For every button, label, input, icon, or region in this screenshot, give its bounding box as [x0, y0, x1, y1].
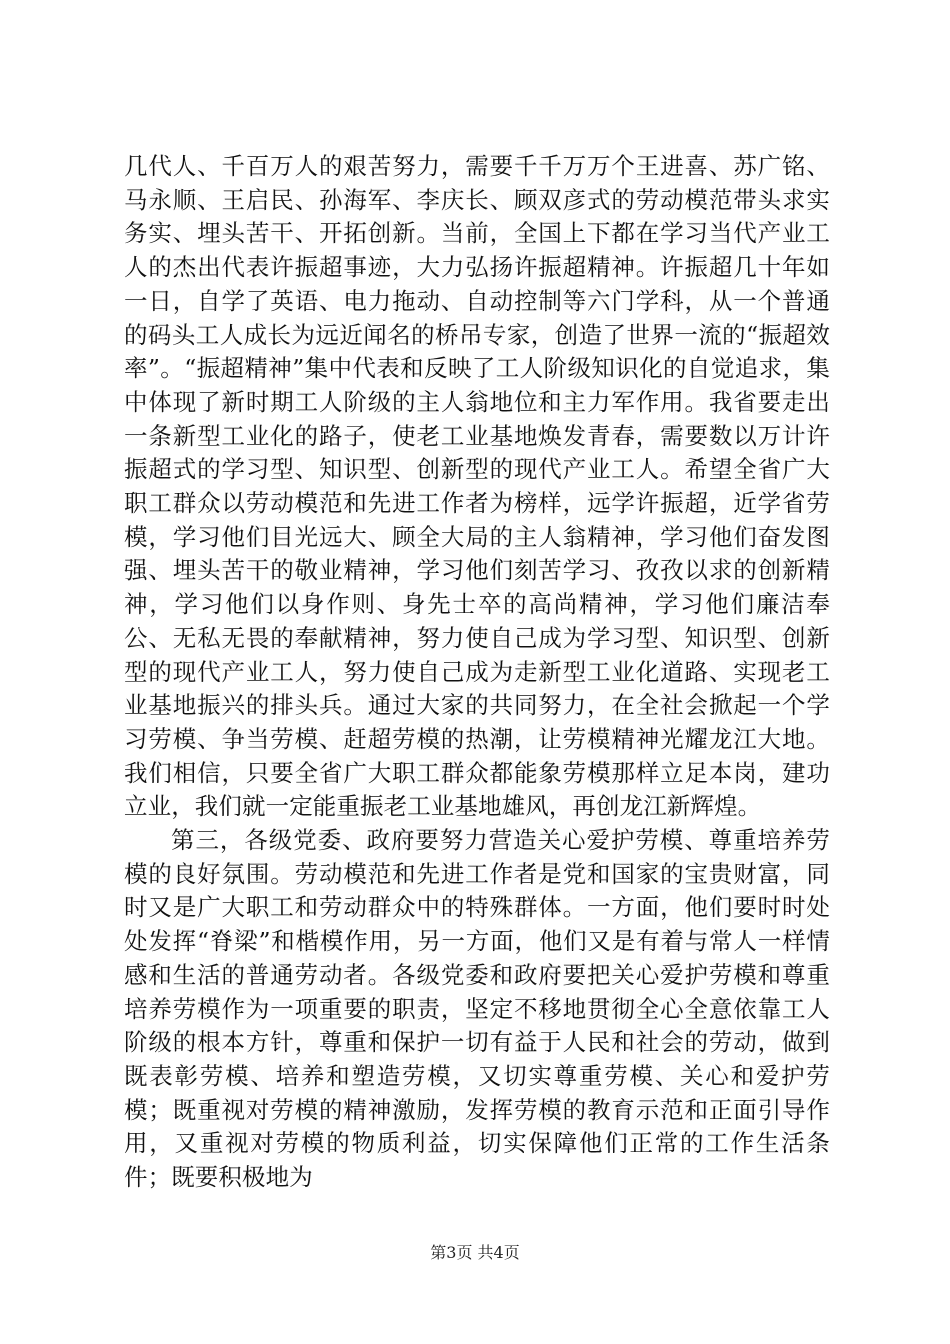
paragraph-third-point: 第三，各级党委、政府要努力营造关心爱护劳模、尊重培养劳模的良好氛围。劳动模范和先进工作者是党和国家的宝贵财富，同时又是广大职工和劳动群众中的特殊群体。一方面，他们要时时处处发挥“脊梁”和楷模作用，另一方面，他们又是有着与常人一样情感和生活的普通劳动者。各级党委和政府要把关心爱护劳模和尊重培养劳模作为一项重要的职责，坚定不移地贯彻全心全意依靠工人阶级的根本方针，尊重和保护一切有益于人民和社会的劳动，做到既表彰劳模、培养和塑造劳模，又切实尊重劳模、关心和爱护劳模；既重视对劳模的精神激励，发挥劳模的教育示范和正面引导作用，又重视对劳模的物质利益，切实保障他们正常的工作生活条件；既要积极地为 — [124, 826, 830, 1192]
paragraph-continuation: 几代人、千百万人的艰苦努力，需要千千万万个王进喜、苏广铭、马永顺、王启民、孙海军、李庆长、顾双彦式的劳动模范带头求实务实、埋头苦干、开拓创新。当前，全国上下都在学习当代产业工人的杰出代表许振超事迹，大力弘扬许振超精神。许振超几十年如一日，自学了英语、电力拖动、自动控制等六门学科，从一个普通的码头工人成长为远近闻名的桥吊专家，创造了世界一流的“振超效率”。“振超精神”集中代表和反映了工人阶级知识化的自觉追求，集中体现了新时期工人阶级的主人翁地位和主力军作用。我省要走出一条新型工业化的路子，使老工业基地焕发青春，需要数以万计许振超式的学习型、知识型、创新型的现代产业工人。希望全省广大职工群众以劳动模范和先进工作者为榜样，远学许振超，近学省劳模，学习他们目光远大、顾全大局的主人翁精神，学习他们奋发图强、埋头苦干的敬业精神，学习他们刻苦学习、孜孜以求的创新精神，学习他们以身作则、身先士卒的高尚精神，学习他们廉洁奉公、无私无畏的奉献精神，努力使自己成为学习型、知识型、创新型的现代产业工人，努力使自己成为走新型工业化道路、实现老工业基地振兴的排头兵。通过大家的共同努力，在全社会掀起一个学习劳模、争当劳模、赶超劳模的热潮，让劳模精神光耀龙江大地。我们相信，只要全省广大职工群众都能象劳模那样立足本岗，建功立业，我们就一定能重振老工业基地雄风，再创龙江新辉煌。 — [124, 152, 830, 821]
document-body — [124, 150, 830, 1195]
page-number: 第3页 共4页 — [430, 1243, 520, 1262]
page-footer — [0, 1240, 950, 1263]
